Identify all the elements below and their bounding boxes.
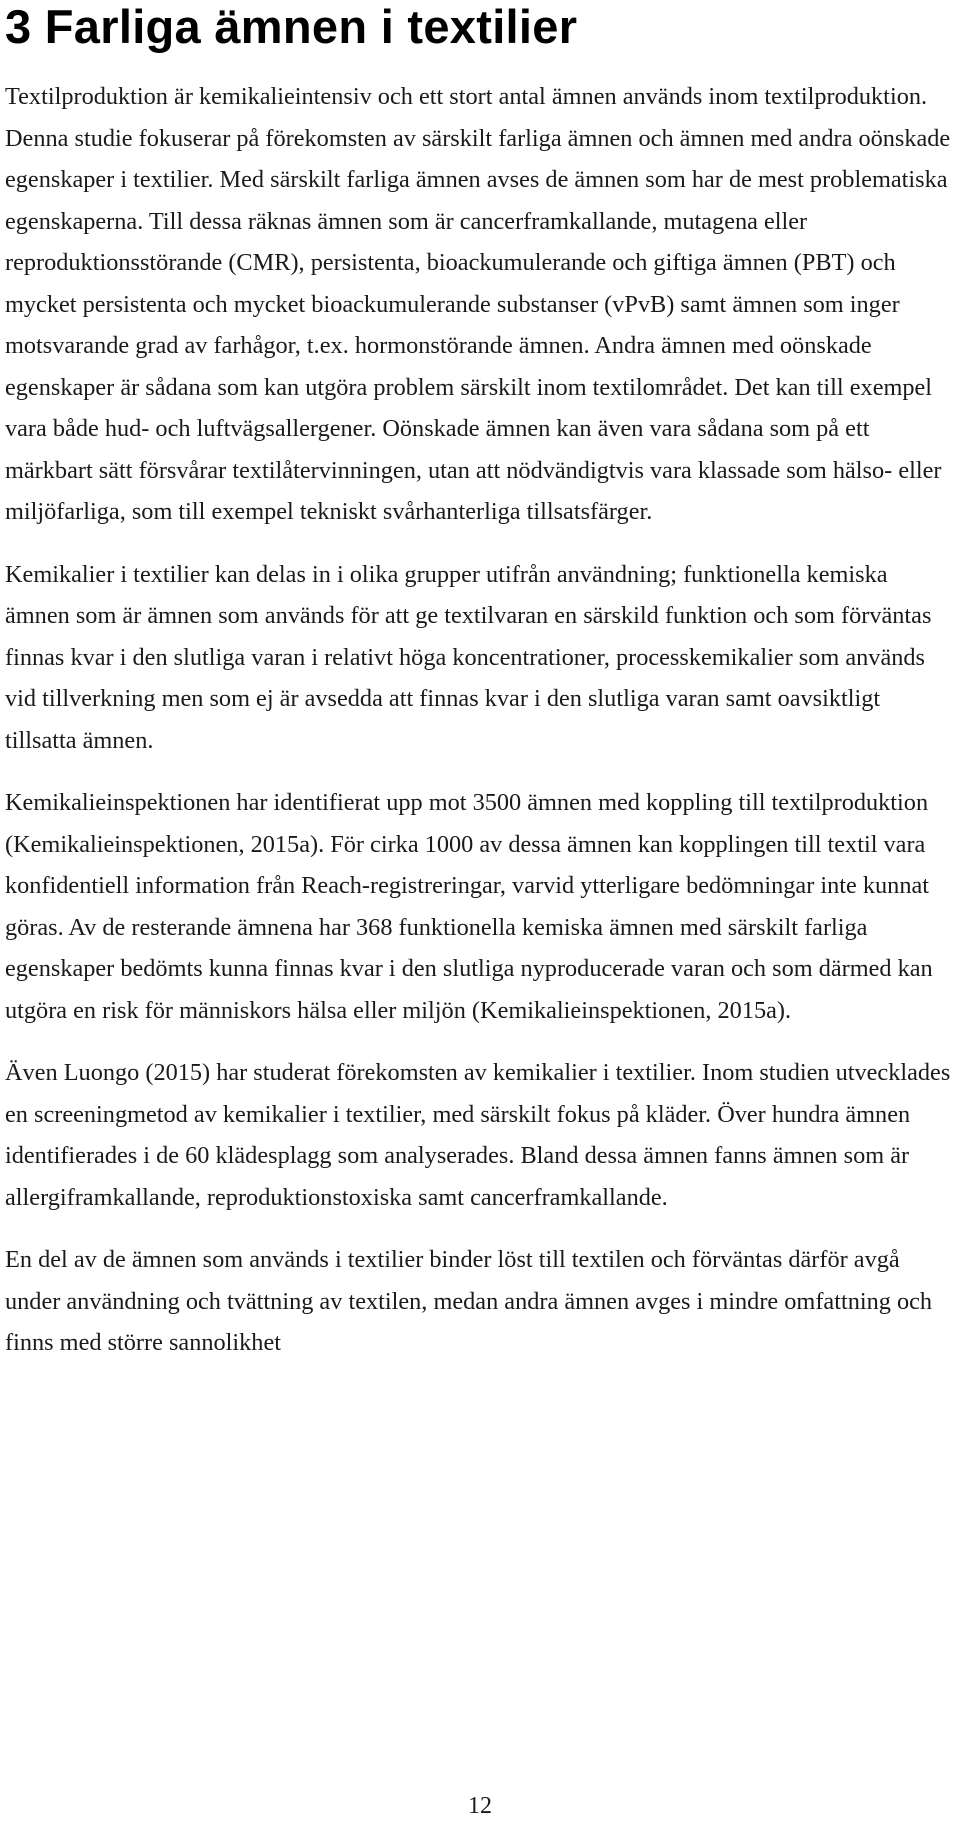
paragraph-5: En del av de ämnen som används i textilier binder löst till textilen och förväntas därför avgå under användning och tvättning av textilen, medan andra ämnen avges i mindre omfattning och finns med större sannolikhet — [5, 1246, 933, 1356]
paragraph-1: Textilproduktion är kemikalieintensiv och ett stort antal ämnen används inom textilproduktion. Denna studie fokuserar på förekomsten av särskilt farliga ämnen och ämnen med andra oönskade egenskaper i textilier. Med särskilt farliga ämnen avses de ämnen som har de mest problematiska egenskaperna. Till dessa räknas ämnen som är cancerframkallande, mutagena eller reproduktionsstörande (CMR), persistenta, bioackumulerande och giftiga ämnen (PBT) och mycket persistenta och mycket bioackumulerande substanser (vPvB) samt ämnen som inger motsvarande grad av farhågor, t.ex. hormonstörande ämnen. Andra ämnen med oönskade egenskaper är sådana som kan utgöra problem särskilt inom textilområdet. Det kan till exempel vara både hud- och luftvägsallergener. Oönskade ämnen kan även vara sådana som på ett märkbart sätt försvårar textilåtervinningen, utan att nödvändigtvis vara klassade som hälso- eller miljöfarliga, som till exempel tekniskt svårhanterliga tillsatsfärger. — [5, 83, 951, 525]
section-heading: 3 Farliga ämnen i textilier — [5, 0, 578, 53]
paragraph-3: Kemikalieinspektionen har identifierat upp mot 3500 ämnen med koppling till textilproduktion (Kemikalieinspektionen, 2015a). För cirka 1000 av dessa ämnen kan kopplingen till textil vara konfidentiell information från Reach-registreringar, varvid ytterligare bedömningar inte kunnat göras. Av de resterande ämnena har 368 funktionella kemiska ämnen med särskilt farliga egenskaper bedömts kunna finnas kvar i den slutliga nyproducerade varan och som därmed kan utgöra en risk för människors hälsa eller miljön (Kemikalieinspektionen, 2015a). — [5, 789, 933, 1024]
paragraph-4: Även Luongo (2015) har studerat förekomsten av kemikalier i textilier. Inom studien utvecklades en screeningmetod av kemikalier i textilier, med särskilt fokus på kläder. Över hundra ämnen identifierades i de 60 klädesplagg som analyserades. Bland dessa ämnen fanns ämnen som är allergiframkallande, reproduktionstoxiska samt cancerframkallande. — [5, 1059, 951, 1211]
paragraph-2: Kemikalier i textilier kan delas in i olika grupper utifrån användning; funktionella kemiska ämnen som är ämnen som används för att ge textilvaran en särskild funktion och som förväntas finnas kvar i den slutliga varan i relativt höga koncentrationer, processkemikalier som används vid tillverkning men som ej är avsedda att finnas kvar i den slutliga varan samt oavsiktligt tillsatta ämnen. — [5, 560, 932, 754]
page-number: 12 — [468, 1793, 492, 1819]
